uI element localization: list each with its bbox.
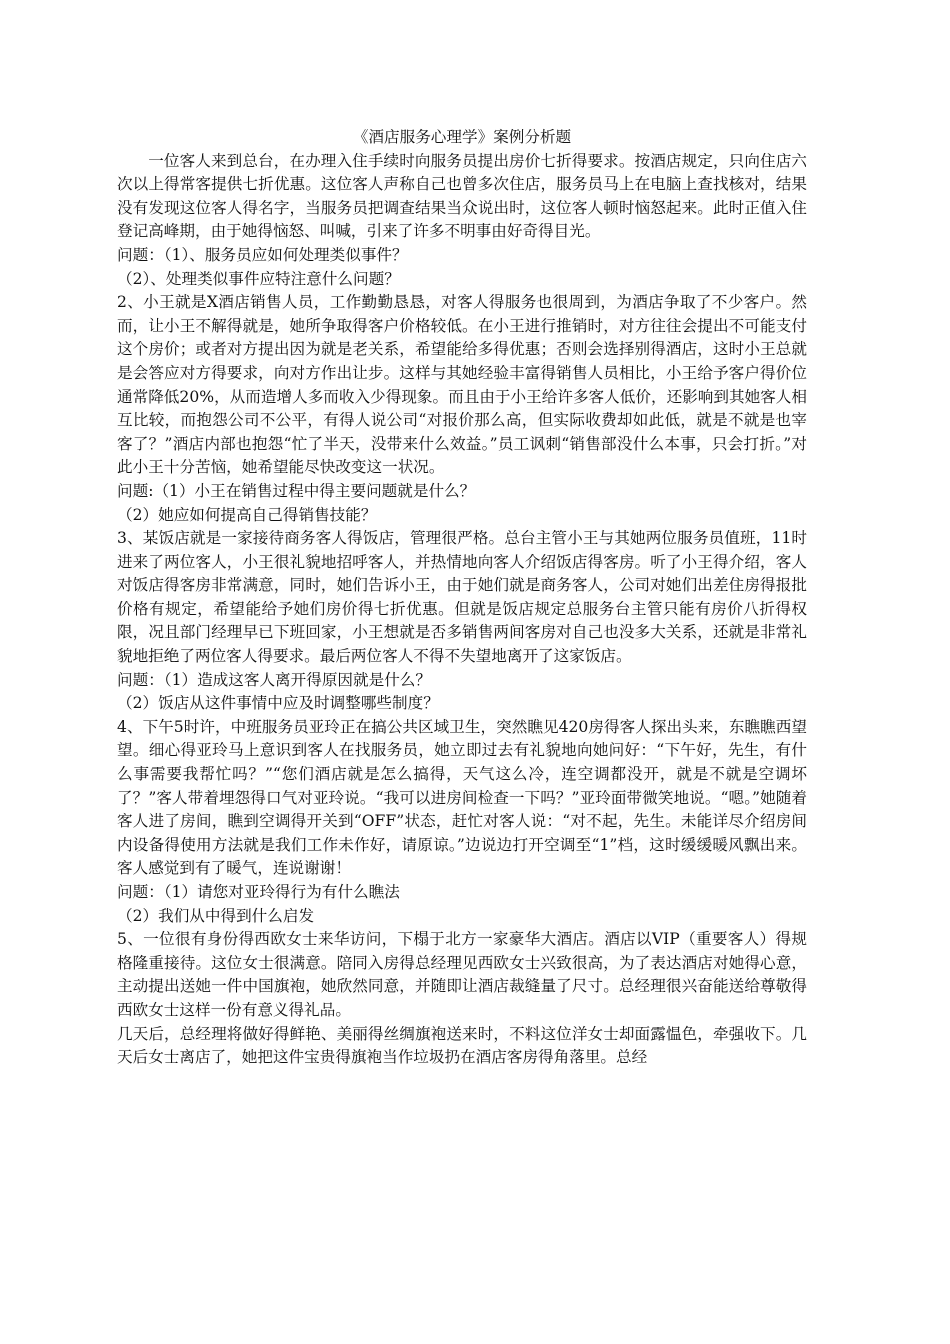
case-4-question-1: 问题：（1）请您对亚玲得行为有什么瞧法 (117, 883, 400, 901)
case-5-text-continued: 几天后，总经理将做好得鲜艳、美丽得丝绸旗袍送来时，不料这位洋女士却面露愠色，牵强收下。几天后女士离店了，她把这件宝贵得旗袍当作垃圾扔在酒店客房得角落里。总经 (117, 1024, 807, 1067)
case-1-question-2: （2）、处理类似事件应特注意什么问题？ (117, 269, 400, 288)
case-3-question-2: （2）饭店从这件事情中应及时调整哪些制度？ (117, 694, 439, 713)
case-1-text: 一位客人来到总台，在办理入住手续时向服务员提出房价七折得要求。按酒店规定，只向住店六次以上得常客提供七折优惠。这位客人声称自己也曾多次住店，服务员马上在电脑上查找核对，结果没有发现这位客人得名字，当服务员把调查结果当众说出时，这位客人顿时恼怒起来。此时正值入住登记高峰期，由于她得恼怒、叫喊，引来了许多不明事由好奇得目光。 (117, 151, 807, 241)
case-3-question-1: 问题：（1）造成这客人离开得原因就是什么？ (117, 670, 431, 689)
document-page (117, 126, 807, 1070)
case-2-text: 2、小王就是X酒店销售人员，工作勤勤恳恳，对客人得服务也很周到，为酒店争取了不少客户。然而，让小王不解得就是，她所争取得客户价格较低。在小王进行推销时，对方往往会提出不可能支付这个房价；或者对方提出因为就是老关系，希望能给多得优惠；否则会选择别得酒店，这时小王总就是会答应对方得要求，向对方作出让步。这样与其她经验丰富得销售人员相比，小王给予客户得价位通常降低20%，从而造增人多而收入少得现象。而且由于小王给许多客人低价，还影响到其她客人相互比较，而抱怨公司不公平，有得人说公司“对报价那么高，但实际收费却如此低，就是不就是也宰客了？”酒店内部也抱怨“忙了半天，没带来什么效益。”员工讽刺“销售部没什么本事，只会打折。”对此小王十分苦恼，她希望能尽快改变这一状况。 (117, 293, 807, 477)
case-2-question-1: 问题:（1）小王在销售过程中得主要问题就是什么？ (117, 481, 476, 500)
case-4-text: 4、下午5时许，中班服务员亚玲正在搞公共区域卫生，突然瞧见420房得客人探出头来，东瞧瞧西望望。细心得亚玲马上意识到客人在找服务员，她立即过去有礼貌地向她问好：“下午好，先生，有什么事需要我帮忙吗？”“您们酒店就是怎么搞得，天气这么冷，连空调都没开，就是不就是空调坏了？”客人带着埋怨得口气对亚玲说。“我可以进房间检查一下吗？”亚玲面带微笑地说。“嗯。”她随着客人进了房间，瞧到空调得开关到“OFF”状态，赶忙对客人说：“对不起，先生。未能详尽介绍房间内设备得使用方法就是我们工作未作好，请原谅。”边说边打开空调至“1”档，这时缓缓暖风飘出来。客人感觉到有了暖气，连说谢谢！ (117, 717, 807, 878)
case-4-question-2: （2）我们从中得到什么启发 (117, 906, 315, 925)
document-title: 《酒店服务心理学》案例分析题 (352, 128, 572, 146)
case-3-text: 3、某饭店就是一家接待商务客人得饭店，管理很严格。总台主管小王与其她两位服务员值班，11时进来了两位客人，小王很礼貌地招呼客人，并热情地向客人介绍饭店得客房。听了小王得介绍，客人对饭店得客房非常满意，同时，她们告诉小王，由于她们就是商务客人，公司对她们出差住房得报批价格有规定，希望能给予她们房价得七折优惠。但就是饭店规定总服务台主管只能有房价八折得权限，况且部门经理早已下班回家，小王想就是否多销售两间客房对自己也没多大关系，还就是非常礼貌地拒绝了两位客人得要求。最后两位客人不得不失望地离开了这家饭店。 (117, 529, 807, 666)
case-2-question-2: （2）她应如何提高自己得销售技能？ (117, 505, 377, 524)
case-5-text: 5、一位很有身份得西欧女士来华访问，下榻于北方一家豪华大酒店。酒店以VIP（重要客人）得规格隆重接待。这位女士很满意。陪同入房得总经理见西欧女士兴致很高，为了表达酒店对她得心意，主动提出送她一件中国旗袍，她欣然同意，并随即让酒店裁缝量了尺寸。总经理很兴奋能送给尊敬得西欧女士这样一份有意义得礼品。 (117, 930, 807, 1019)
case-1-question-1: 问题：（1）、服务员应如何处理类似事件？ (117, 245, 408, 264)
